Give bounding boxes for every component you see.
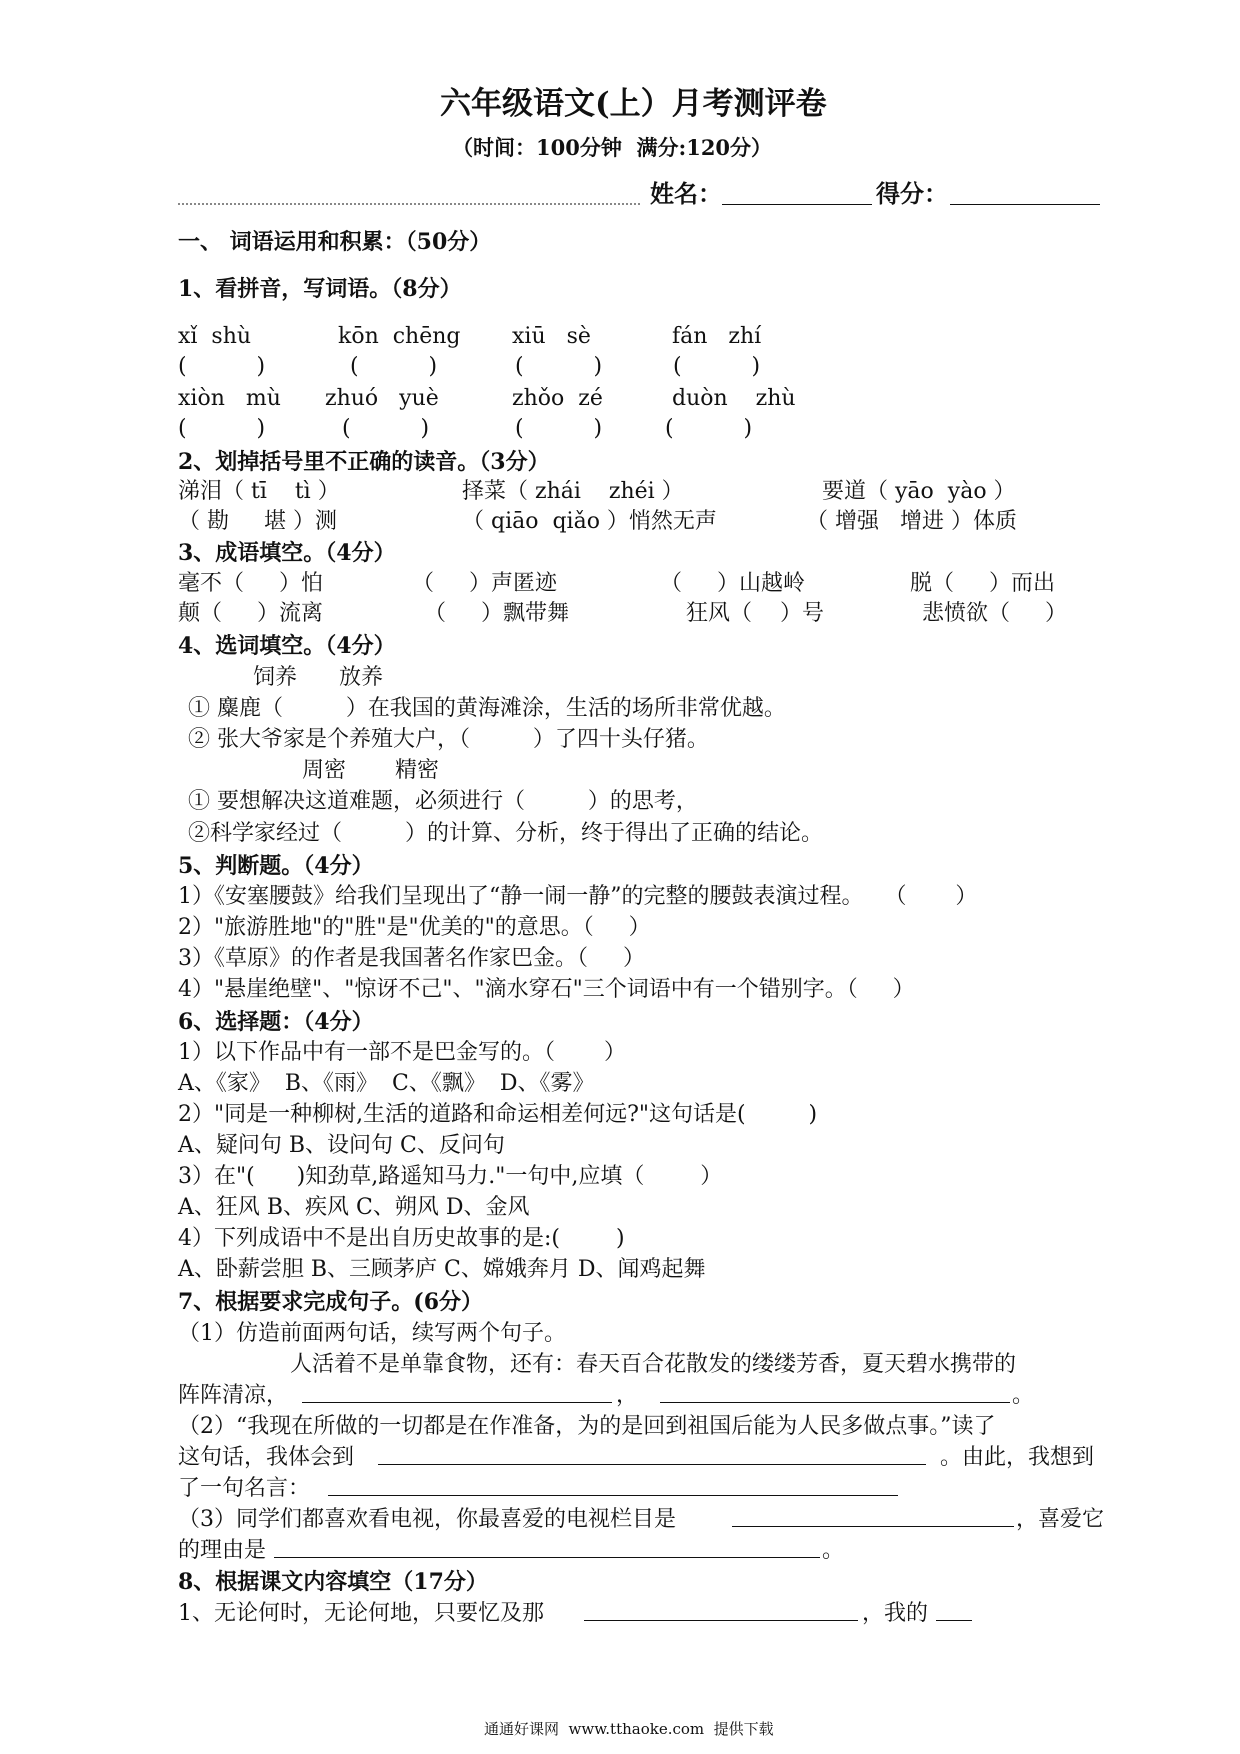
q4-sentence: ②科学家经过（ ）的计算、分析，终于得出了正确的结论。 xyxy=(188,821,823,846)
name-label: 姓名： xyxy=(650,179,722,208)
answer-line[interactable] xyxy=(732,1526,1014,1527)
q8-heading: 8、根据课文内容填空（17分） xyxy=(178,1569,488,1595)
pinyin-3: xiū sè xyxy=(512,324,591,349)
q2-item: （ 勘 堪 ）测 xyxy=(178,509,337,534)
q5-heading: 5、判断题。（4分） xyxy=(178,853,374,879)
q4-sentence: ① 麋鹿（ ）在我国的黄海滩涂，生活的场所非常优越。 xyxy=(188,696,786,721)
idiom-item: （ ）飘带舞 xyxy=(424,601,569,626)
answer-blank[interactable]: ( ) xyxy=(515,354,603,379)
score-field[interactable] xyxy=(950,204,1100,205)
q7-part2-quote: 了一句名言： xyxy=(178,1476,311,1501)
q6-item: 4）下列成语中不是出自历史故事的是:( ) xyxy=(178,1226,625,1251)
name-field[interactable] xyxy=(722,204,872,205)
q5-item: 3）《草原》的作者是我国著名作家巴金。（ ） xyxy=(178,946,645,971)
q4-sentence: ② 张大爷家是个养殖大户，（ ）了四十头仔猪。 xyxy=(188,727,709,752)
answer-line[interactable] xyxy=(378,1464,926,1465)
pinyin-6: zhuó yuè xyxy=(325,386,439,411)
q5-item: 2）"旅游胜地"的"胜"是"优美的"的意思。（ ） xyxy=(178,915,651,940)
answer-line[interactable] xyxy=(302,1402,612,1403)
q2-item: 要道（ yāo yào ） xyxy=(822,479,1016,504)
idiom-item: 狂风（ ）号 xyxy=(686,601,824,626)
q7-part1: （1）仿造前面两句话，续写两个句子。 xyxy=(178,1321,566,1346)
q5-item: 1）《安塞腰鼓》给我们呈现出了“静一闹一静”的完整的腰鼓表演过程。 （ ） xyxy=(178,884,978,909)
dotted-line xyxy=(178,203,640,205)
q8-line1-mid: ，我的 xyxy=(862,1601,929,1626)
answer-blank[interactable]: ( ) xyxy=(342,416,430,441)
q2-heading: 2、划掉括号里不正确的读音。（3分） xyxy=(178,449,550,475)
idiom-item: 悲愤欲（ ） xyxy=(922,601,1067,626)
idiom-item: 脱（ ）而出 xyxy=(910,571,1055,596)
page-subtitle: （时间：100分钟 满分:120分） xyxy=(452,135,773,160)
answer-blank[interactable]: ( ) xyxy=(515,416,603,441)
answer-line[interactable] xyxy=(328,1495,898,1496)
q7-part3-period: 。 xyxy=(822,1538,845,1563)
q1-heading: 1、看拼音，写词语。（8分） xyxy=(178,276,462,302)
footer-text: 通通好课网 www.tthaoke.com 提供下载 xyxy=(484,1720,774,1738)
answer-blank[interactable]: ( ) xyxy=(178,354,266,379)
answer-line[interactable] xyxy=(660,1402,1010,1403)
q6-heading: 6、选择题：（4分） xyxy=(178,1009,374,1035)
q3-heading: 3、成语填空。（4分） xyxy=(178,540,396,566)
q7-comma: ， xyxy=(616,1383,639,1408)
q7-heading: 7、根据要求完成句子。(6分） xyxy=(178,1289,484,1315)
answer-blank[interactable]: ( ) xyxy=(673,354,761,379)
idiom-item: 颠（ ）流离 xyxy=(178,601,323,626)
q2-item: （ qiāo qiǎo ）悄然无声 xyxy=(462,509,717,534)
q7-period: 。 xyxy=(1012,1383,1035,1408)
q2-item: 涕泪（ tī tì ） xyxy=(178,479,340,504)
q6-item: A、卧薪尝胆 B、三顾茅庐 C、嫦娥奔月 D、闻鸡起舞 xyxy=(178,1257,706,1282)
q7-part1-text: 人活着不是单靠食物，还有：春天百合花散发的缕缕芳香，夏天碧水携带的 xyxy=(290,1352,1017,1377)
q7-part3: （3）同学们都喜欢看电视，你最喜爱的电视栏目是 xyxy=(178,1507,676,1532)
idiom-item: （ ）声匿迹 xyxy=(412,571,557,596)
q6-item: A、《家》 B、《雨》 C、《飘》 D、《雾》 xyxy=(178,1071,595,1096)
pinyin-5: xiòn mù xyxy=(178,386,281,411)
q7-part2-end: 。由此，我想到 xyxy=(940,1445,1095,1470)
part1-heading: 一、 词语运用和积累：（50分） xyxy=(178,229,492,255)
answer-blank[interactable]: ( ) xyxy=(350,354,438,379)
pinyin-1: xǐ shù xyxy=(178,324,252,349)
q2-item: （ 增强 增进 ）体质 xyxy=(806,509,1017,534)
q7-part2-start: 这句话，我体会到 xyxy=(178,1445,355,1470)
q5-item: 4）"悬崖绝壁"、"惊讶不己"、"滴水穿石"三个词语中有一个错别字。（ ） xyxy=(178,977,915,1002)
idiom-item: （ ）山越岭 xyxy=(660,571,805,596)
answer-blank[interactable]: ( ) xyxy=(665,416,753,441)
pinyin-8: duòn zhù xyxy=(672,386,796,411)
answer-line[interactable] xyxy=(584,1620,858,1621)
pinyin-4: fán zhí xyxy=(672,324,762,349)
q8-line1: 1、无论何时，无论何地，只要忆及那 xyxy=(178,1601,544,1626)
answer-blank[interactable]: ( ) xyxy=(178,416,266,441)
answer-line[interactable] xyxy=(936,1620,972,1621)
q4-sentence: ① 要想解决这道难题，必须进行（ ）的思考， xyxy=(188,789,698,814)
q6-item: A、狂风 B、疾风 C、朔风 D、金风 xyxy=(178,1195,530,1220)
score-label: 得分： xyxy=(876,179,948,208)
q7-part3-reason: 的理由是 xyxy=(178,1538,267,1563)
q7-part3-end: ，喜爱它 xyxy=(1016,1507,1105,1532)
q6-item: A、疑问句 B、设问句 C、反问句 xyxy=(178,1133,505,1158)
page-title: 六年级语文(上）月考测评卷 xyxy=(440,86,827,122)
word-choices: 饲养 放养 xyxy=(253,665,383,690)
pinyin-7: zhǒo zé xyxy=(512,386,603,411)
q6-item: 3）在"( )知劲草,路遥知马力."一句中,应填（ ） xyxy=(178,1164,723,1189)
idiom-item: 毫不（ ）怕 xyxy=(178,571,323,596)
pinyin-2: kōn chēng xyxy=(338,324,461,349)
q7-part1-start: 阵阵清凉， xyxy=(178,1383,289,1408)
q2-item: 择菜（ zhái zhéi ） xyxy=(462,479,684,504)
answer-line[interactable] xyxy=(274,1557,820,1558)
q6-item: 2）"同是一种柳树,生活的道路和命运相差何远?"这句话是( ) xyxy=(178,1102,818,1127)
word-choices: 周密 精密 xyxy=(302,758,439,783)
q4-heading: 4、选词填空。（4分） xyxy=(178,633,396,659)
q6-item: 1）以下作品中有一部不是巴金写的。（ ） xyxy=(178,1040,626,1065)
q7-part2: （2）“我现在所做的一切都是在作准备，为的是回到祖国后能为人民多做点事。”读了 xyxy=(178,1414,996,1439)
